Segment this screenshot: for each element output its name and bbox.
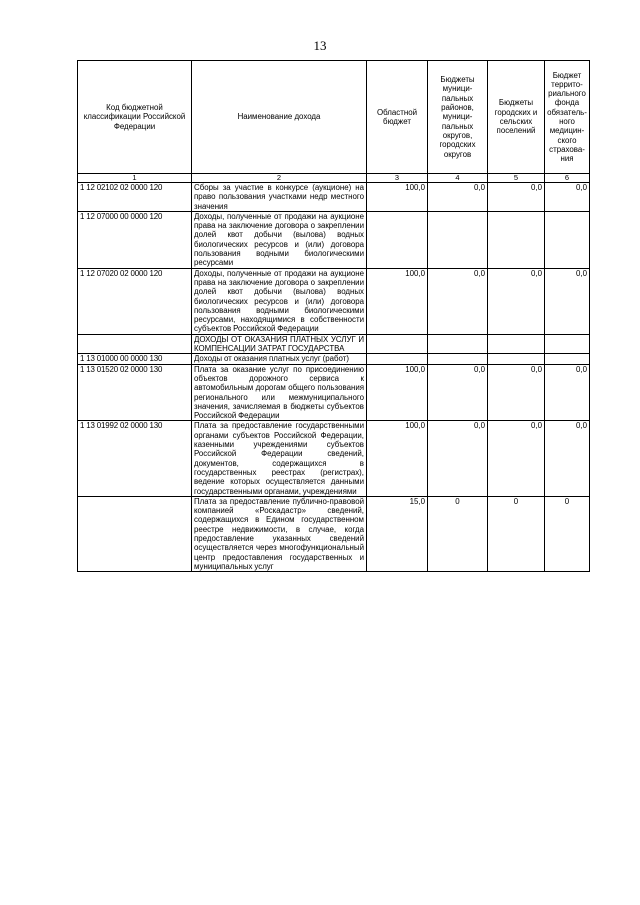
column-number: 6 — [545, 174, 590, 183]
column-number: 1 — [78, 174, 192, 183]
row-settlements: 0,0 — [488, 183, 545, 212]
row-regional — [367, 211, 428, 268]
row-fund: 0,0 — [545, 183, 590, 212]
row-settlements — [488, 211, 545, 268]
header-code: Код бюджетной классификации Российской Федерации — [78, 61, 192, 174]
row-code: 1 13 01000 00 0000 130 — [78, 354, 192, 364]
row-code: 1 12 07000 00 0000 120 — [78, 211, 192, 268]
row-code: 1 12 07020 02 0000 120 — [78, 268, 192, 334]
column-number: 5 — [488, 174, 545, 183]
row-settlements — [488, 334, 545, 354]
row-regional: 100,0 — [367, 268, 428, 334]
row-regional — [367, 354, 428, 364]
row-name: Плата за предоставление публично-правовой компанией «Роскадастр» сведений, содержащихся в Едином государственном реестре недвижимости, в случае, когда предоставление указанных сведений осуществляется через многофункциональный центр предоставления государственных и муниципальных услуг — [192, 496, 367, 571]
row-fund — [545, 211, 590, 268]
row-regional: 100,0 — [367, 183, 428, 212]
row-settlements: 0,0 — [488, 364, 545, 421]
row-municipal: 0 — [428, 496, 488, 571]
row-fund — [545, 354, 590, 364]
row-code — [78, 334, 192, 354]
row-fund: 0 — [545, 496, 590, 571]
row-municipal: 0,0 — [428, 421, 488, 496]
row-settlements: 0 — [488, 496, 545, 571]
header-municipal: Бюджеты муници-пальных районов, муници-пальных округов, городских округов — [428, 61, 488, 174]
row-municipal: 0,0 — [428, 268, 488, 334]
header-fund: Бюджет террито-риального фонда обязатель-ного медицин-ского страхова-ния — [545, 61, 590, 174]
row-regional: 15,0 — [367, 496, 428, 571]
row-fund: 0,0 — [545, 421, 590, 496]
row-municipal: 0,0 — [428, 183, 488, 212]
row-name: Доходы от оказания платных услуг (работ) — [192, 354, 367, 364]
page-number: 13 — [313, 38, 327, 53]
row-name: Доходы, полученные от продажи на аукционе права на заключение договора о закреплении долей квот добычи (вылова) водных биологических ресурсов и (или) договора пользования водными биологическими ресурсами, находящимися в собственности субъектов Российской Федерации — [192, 268, 367, 334]
row-regional: 100,0 — [367, 421, 428, 496]
header-settlements: Бюджеты городских и сельских поселений — [488, 61, 545, 174]
table-row — [78, 183, 590, 212]
row-fund — [545, 334, 590, 354]
column-number: 3 — [367, 174, 428, 183]
row-regional: 100,0 — [367, 364, 428, 421]
revenue-distribution-table — [77, 60, 590, 572]
column-number: 2 — [192, 174, 367, 183]
table-row — [78, 364, 590, 421]
row-settlements: 0,0 — [488, 268, 545, 334]
row-municipal — [428, 211, 488, 268]
row-fund: 0,0 — [545, 364, 590, 421]
row-fund: 0,0 — [545, 268, 590, 334]
row-municipal: 0,0 — [428, 364, 488, 421]
row-settlements — [488, 354, 545, 364]
table-row — [78, 354, 590, 364]
table-header-row — [78, 61, 590, 174]
header-name: Наименование дохода — [192, 61, 367, 174]
column-number: 4 — [428, 174, 488, 183]
row-code: 1 12 02102 02 0000 120 — [78, 183, 192, 212]
table-row — [78, 334, 590, 354]
table-row — [78, 268, 590, 334]
table-row — [78, 211, 590, 268]
row-regional — [367, 334, 428, 354]
row-name: Доходы, полученные от продажи на аукционе права на заключение договора о закреплении долей квот добычи (вылова) водных биологических ресурсов и (или) договора пользования водными биологическими ресурсами — [192, 211, 367, 268]
row-municipal — [428, 354, 488, 364]
row-name: Сборы за участие в конкурсе (аукционе) на право пользования участками недр местного значения — [192, 183, 367, 212]
column-number-row — [78, 174, 590, 183]
row-municipal — [428, 334, 488, 354]
row-name: Плата за предоставление государственными органами субъектов Российской Федерации, казенными учреждениями субъектов Российской Федерации сведений, документов, содержащихся в государственных реестрах (регистрах), ведение которых осуществляется данными государственными органами, учреждениями — [192, 421, 367, 496]
row-settlements: 0,0 — [488, 421, 545, 496]
row-code: 1 13 01992 02 0000 130 — [78, 421, 192, 496]
row-code — [78, 496, 192, 571]
table-row — [78, 421, 590, 496]
row-name: ДОХОДЫ ОТ ОКАЗАНИЯ ПЛАТНЫХ УСЛУГ И КОМПЕНСАЦИИ ЗАТРАТ ГОСУДАРСТВА — [192, 334, 367, 354]
row-name: Плата за оказание услуг по присоединению объектов дорожного сервиса к автомобильным дорогам общего пользования регионального или межмуниципального значения, зачисляемая в бюджеты субъектов Российской Федерации — [192, 364, 367, 421]
row-code: 1 13 01520 02 0000 130 — [78, 364, 192, 421]
header-regional: Областной бюджет — [367, 61, 428, 174]
table-row — [78, 496, 590, 571]
